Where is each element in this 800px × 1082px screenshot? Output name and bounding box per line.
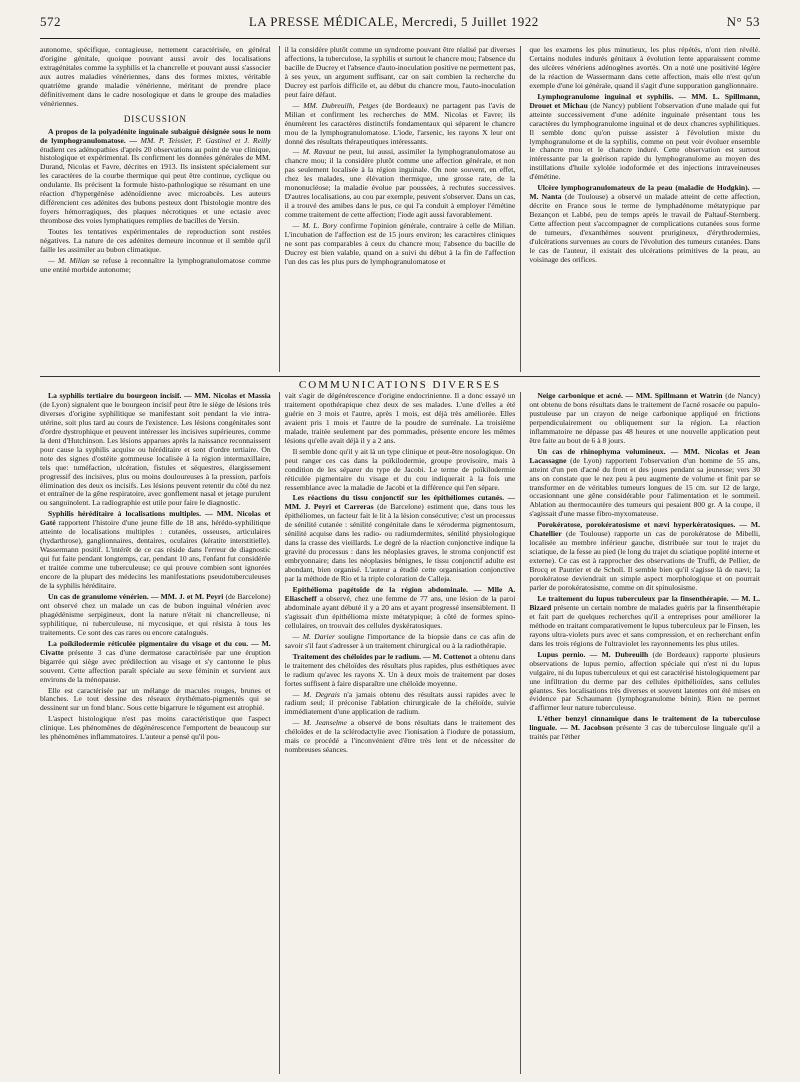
- discussion-heading: DISCUSSION: [123, 113, 187, 124]
- bottom-column-2: [285, 392, 516, 1074]
- paragraph: il la considère plutôt comme un syndrome pouvant être réalisé par diverses affections, la tuberculose, la syphilis et surtout le chancre mou; l'absence du bacille de Ducrey et l'absence d'auto-inoculation positive ne permettent pas, à ses yeux, un argument suffisant, car on sait combien la recherche du Ducrey est parfois difficile et, au début du chancre mou, l'auto-inoculation peut faire défaut.: [284, 46, 516, 99]
- article-title: Un cas de rhinophyma volumineux. — MM. Nicolas et Jean Lacassagne: [529, 446, 760, 465]
- paragraph: [285, 148, 516, 220]
- paragraph: [529, 93, 760, 183]
- article-title: Ulcère lymphogranulomateux de la peau (maladie de Hodgkin). — M. Nanta: [529, 183, 760, 202]
- paragraph: [285, 653, 516, 689]
- page-number: 572: [40, 14, 61, 29]
- paragraph: autonome, spécifique, contagieuse, nettement caractérisée, en général d'origine génitale, quoique pouvant aussi avoir des localisations extragénitales comme la syphilis et la chancrelle et pouvant aussi s'associer aux autres maladies vénériennes, dans des formes mixtes, véritable quatrième grande maladie vénérienne, méritant de prendre place définitivement dans le cadre nosologique et dans le groupe des maladies vénériennes.: [40, 46, 271, 108]
- top-column-1: [40, 46, 271, 372]
- paragraph: [529, 448, 760, 520]
- article-text: (de Lyon) signalent que le bourgeon incisif peut être le siège de lésions très diverses d'origine syphilitique se manifestant soit pendant la vie intra-utérine, soit plus tard au cours de l'existence. Les lésions congénitales sont d'ordre dystrophique et peuvent intéresser les incisives supérieures, comme la dent d'Hutchinson. Les lésions apparues après la naissance reconnaissent pour cause la syphilis acquise ou héréditaire et sont d'ordre tertiaire. On note des signes d'ostéite gommeuse localisée à la région intermaxillaire, tels que: tuméfaction, ulcération, fistules et séquestres, élargissement progressif des incisives, plus ou moins douloureuses à la pression, parfois élimination des deux os incisifs. Les lésions peuvent retentir du côté du nez et entraîner de la gêne respiratoire, avec gonflement nasal et jetage purulent ou sanguinolent. La radiographie est utile pour faire le diagnostic.: [40, 399, 271, 508]
- paragraph: [285, 691, 516, 718]
- top-column-3: [529, 46, 760, 372]
- article-text: présente 3 cas de tuberculose linguale qu'il a traités par l'éther: [529, 723, 760, 742]
- discussion-section: [40, 46, 760, 372]
- paragraph: Il semble donc qu'il y ait là un type clinique et peut-être nosologique. On peut ranger ces cas dans la poïkilodermie, groupe provisoire, mais à condition de les séparer du type de Jacobi. Le terme de poïkilodermie réticulée pigmentaire du visage et du cou indiquerait à la fois une ressemblance avec la maladie de Jacobi et la différence qui l'en sépare.: [284, 446, 516, 492]
- article-text: étudient ces adénopathies d'après 20 observations au point de vue clinique, histologique et expérimental. Ils confirment les données générales de MM. Durand, Nicolas et Favre, décrites en 1913. Ils insistent spécialement sur les caractères de la courbe thermique qui peut être continue, cyclique ou ondulante. Ils précisent la formule histo-pathologique se résumant en une réaction d'hypergénèse adénoïdienne avec microabcès. Les auteurs différencient ces adénites des bubons pesteux dont l'histologie montre des foyers hémorragiques, des plaques nécrotiques et une ectasie avec thrombose des voies lymphatiques remplies de bacilles de Yersin.: [40, 144, 271, 226]
- article-text: se refuse à reconnaître la lymphogranulomatose comme une entité morbide autonome;: [40, 255, 271, 274]
- article-text: (de Lyon) rapportent l'observation d'un homme de 55 ans, atteint d'un pen d'acné du front et des joues pendant sa jeunesse; vers 30 ans on constate que le nez peu à peu augmente de volume et finit par se transformer en de véritables tumeurs longues de 15 cm. sur 12 de large, occasionnant une gêne considérable pour l'alimentation et le sommeil. Ablation au thermocautère des tumeurs qui pesaient 800 gr. A la coupe, il s'agissait d'une masse fibro-myxomateuse.: [529, 455, 760, 519]
- paragraph: [285, 633, 516, 651]
- article-text: a observé de bons résultats dans le traitement des chéloïdes et de la sclérodactylie avec l'ionisation à l'iodure de potassium, mais ce procédé a l'inconvénient d'être très lent et de nécessiter de nombreuses séances.: [284, 718, 516, 755]
- paragraph: [285, 222, 516, 267]
- paragraph: [40, 257, 271, 275]
- bottom-column-1: [40, 392, 271, 1074]
- paragraph: [40, 640, 271, 685]
- column-divider: [279, 392, 280, 1074]
- article-authors: — M. L. Bory: [292, 221, 337, 231]
- article-title: Les réactions du tissu conjonctif sur les épithéliomes cutanés. — MM. J. Peyri et Carreras: [284, 493, 516, 512]
- article-text: souligne l'importance de la biopsie dans ce cas afin de savoir s'il faut s'adresser à un traitement chirurgical ou à la radiothérapie.: [284, 631, 516, 650]
- article-title: Neige carbonique et acné. — MM. Spillmann et Watrin: [537, 392, 723, 400]
- paragraph: Toutes les tentatives expérimentales de reproduction sont restées négatives. La nature de ces adénites demeure inconnue et il semble qu'il faille les assimiler au bubon climatique.: [40, 227, 271, 255]
- section-title: COMMUNICATIONS DIVERSES: [298, 379, 502, 391]
- article-text: a observé, chez une femme de 77 ans, une lésion de la paroi abdominale ayant débuté il y a 20 ans et ayant progressé insensiblement. Il s'agissait d'un épithélioma mixte métatypique; à côté de formes spino-cellulaires, on trouvait des cellules dyskératosiques.: [284, 593, 516, 630]
- top-column-2: [285, 46, 516, 372]
- paragraph: [40, 128, 271, 226]
- article-text: (de Nancy) publient l'observation d'une malade qui fut atteinte successivement d'une adénite inguinale présentant tous les caractères du lymphogranulome inguinal et de deux chancres syphilitiques. Il semble donc qu'on puisse assister à l'évolution mixte du lymphogranulome et de la syphilis, comme on peut voir évoluer ensemble le chancre mou et le chancre induré. Cette observation est surtout intéressante par la guérison rapide du lymphogranulome au moyen des instillations d'huile xylolée iodoformée et des injections intraveineuses d'émétine.: [529, 100, 760, 182]
- paragraph: vait s'agir de dégénérescence d'origine endocrinienne. Il a donc essayé un traitement opothérapique chez deux de ses malades. L'une d'elles a été guérie en 3 mois et l'autre, après 1 mois, est déjà très améliorée. Elles avaient pris 1 mois et l'autre de la poudre de surrénale. La troisième malade, traitée seulement par des pommades, présente encore les mêmes lésions qu'elle avait déjà il y a 2 ans.: [284, 392, 516, 445]
- article-title: Epithélioma pagétoïde de la région abdominale. — Mlle A. Eliascheff: [284, 585, 516, 603]
- paragraph: [529, 595, 760, 649]
- paragraph: [40, 510, 271, 591]
- article-title: Syphilis héréditaire à localisations multiples. — MM. Nicolas et Gaté: [40, 509, 271, 528]
- article-authors: — M. Milian: [48, 255, 90, 265]
- article-authors: MM. P. Teissier, P. Gastinel et J. Reilly: [140, 135, 271, 145]
- article-title: La poïkilodermie réticulée pigmentaire du visage et du cou. — M. Civatte: [40, 638, 271, 657]
- journal-title: LA PRESSE MÉDICALE, Mercredi, 5 Juillet 1922: [248, 14, 539, 29]
- paragraph: L'aspect histologique n'est pas moins caractéristique que l'aspect clinique. Les phénomènes de dégénérescence l'emportent de beaucoup sur les phénomènes inflammatoires. L'auteur a pensé qu'il pou-: [40, 714, 271, 742]
- page-header: [40, 14, 760, 36]
- article-text: ne peut, lui aussi, assimiler la lymphogranulomatose au chancre mou; il la considère plutôt comme une affection générale, et non pas seulement localisée à la région inguinale. On note souvent, en effet, chez les malades, une élévation thermique, une grosse rate, de la mononucléose; la maladie évolue par poussées, à rechutes successives. D'autres localisations, au cou par exemple, peuvent s'observer. Dans un cas, il a trouvé des amibes dans le pus, ce qui l'a conduit à employer l'émétine comme traitement de cette affection; l'iode agit aussi favorablement.: [284, 147, 516, 220]
- article-text: présente un certain nombre de malades guéris par la finsenthérapie et fait part de quelques recherches qu'il a entreprises pour améliorer la méthode en traitant comparativement le lupus tuberculeux par le Finsen, les rayons ultra-violets purs avec et sans compression, et en recherchant enfin dans les trois régions de l'ultraviolet les rayonnements les plus utiles.: [529, 602, 760, 648]
- header-rule: [40, 38, 760, 39]
- article-title: Lupus pernio. — M. Dubreuilh: [537, 649, 649, 659]
- article-title: Porokératose, porokératosisme et nævi hyperkératosiques. — M. Chatellier: [529, 520, 760, 539]
- column-divider: [520, 392, 521, 1074]
- issue-number: N° 53: [726, 14, 760, 29]
- article-authors: — M. Jeanselme: [292, 718, 347, 728]
- article-text: rapportent l'histoire d'une jeune fille de 18 ans, hérédo-syphilitique atteinte de localisations multiples : cutanées, osseuses, articulaires (hydarthrose), ganglionnaires, dentaires, oculaires (kératite interstitielle). Wassermann positif. L'intérêt de ce cas réside dans l'erreur de diagnostic qui fut faite pendant longtemps, car, pendant 10 ans, l'enfant fut considérée et traitée comme une tuberculeuse; ce qui prouve combien sont ignorées encore de la plupart des médecins les manifestations pseudotuberculeuses de la syphilis héréditaire.: [40, 518, 271, 591]
- article-title: La syphilis tertiaire du bourgeon incisif. — MM. Nicolas et Massia: [48, 392, 271, 400]
- paragraph: [285, 102, 516, 147]
- article-text: (de Toulouse) a observé un malade atteint de cette affection, décrite en France sous le terme de lymphadénome métatypique par Bezançon et Labbé, peu de temps après le travail de Paltauf-Sternberg. Cette affection peut s'accompagner de complications cutanées sous forme de tumeurs, d'exanthèmes souvent prurigineux, d'érythrodermies, d'ulcérations survenues au cours de l'évolution des tumeurs cutanées. Dans le cas de l'auteur, il existait des ulcérations primitives de la peau, au voisinage des orifices.: [529, 192, 760, 264]
- paragraph: [285, 494, 516, 584]
- paragraph: [529, 521, 760, 593]
- article-authors: — M. Degrais: [292, 689, 340, 699]
- article-title: L'éther benzyl cinnamique dans le traitement de la tuberculose linguale. — M. Jacobson: [529, 714, 760, 733]
- paragraph: [40, 593, 271, 638]
- column-divider: [279, 46, 280, 372]
- article-text: (de Bordeaux) ne partagent pas l'avis de Milian et confirment les recherches de MM. Nicolas et Favre; ils énumèrent les caractères distinctifs fondamentaux qui séparent le chancre mou de la lymphogranulomatose. L'iode, l'arsenic, les rayons X leur ont donné des résultats thérapeutiques intéressants.: [284, 100, 516, 146]
- article-text: confirme l'opinion générale, contraire à celle de Milian. L'incubation de l'affection est de 15 jours environ; les caractères cliniques ne sont pas comparables à ceux du chancre mou; l'absence du bacille de Ducrey est bien valable, quand on a suivi du début à la fin de l'affection l'un des cas les plus purs de lymphogranulomatose et: [284, 221, 516, 266]
- article-text: (de Toulouse) rapporte un cas de porokératose de Mibelli, localisée au membre inférieur gauche, distribuée sur tout le trajet du sciatique, de la fesse au pied (le long du trajet du sciatique poplité interne et externe). Ce cas est à rapprocher des observations de Truffi, de Pellier, de Brocq et Pautrier et de Scholl. Il semble bien qu'il s'agisse là de nævi; la porokératose deviendrait un simple aspect morphologique et on pourrait parler de porokératosisme, comme on dit spinulosisme.: [529, 529, 760, 593]
- article-title: Un cas de granulome vénérien. — MM. J. et M. Peyri: [48, 591, 224, 601]
- section-rule: [40, 376, 760, 377]
- article-authors: — M. Darier: [292, 631, 335, 641]
- bottom-column-3: [529, 392, 760, 1074]
- paragraph: [529, 392, 760, 446]
- paragraph: Elle est caractérisée par un mélange de macules rouges, brunes et blanches. Le tout dessine des réseaux érythémato-pigmentés qui se dessinent sur un fond blanc. Sous cette bigarrure le tégument est atrophié.: [40, 685, 271, 713]
- article-authors: — M. Ravaut: [292, 147, 336, 157]
- paragraph: [285, 586, 516, 631]
- article-authors: — MM. Dubreuilh, Petges: [292, 100, 379, 110]
- article-text: n'a jamais obtenu des résultats aussi rapides avec le radium seul; il préconise l'ablation chirurgicale de la chéloïde, suivie immédiatement d'une application de radium.: [284, 689, 516, 717]
- article-text: (de Nancy) ont obtenu de bons résultats dans le traitement de l'acné rosacée ou papulo-pustuleuse par un crayon de neige carbonique appliqué en frictions perpendiculairement ou obliquement sur la région. La réaction inflammatoire ne dépasse pas 48 heures et une nouvelle application peut être faite au bout de 6 à 8 jours.: [529, 392, 760, 445]
- article-title: Traitement des chéloïdes par le radium. — M. Cottenot: [292, 651, 472, 661]
- article-title: Lymphogranulome inguinal et syphilis. — MM. L. Spillmann, Drouet et Michau: [529, 91, 760, 110]
- article-text: (de Bordeaux) rapporte plusieurs observations de lupus pernio, affection spéciale qui n'est ni du lupus vulgaire, ni du lupus tuberculeux et qui est caractérisé histologiquement par une infiltration du derme par des cellules épithélioïdes, sans cellules géantes. Ses localisations très diverses et souvent latentes ont été mises en évidence par Schaumann (lymphogranulome bénin). Rien ne permet d'affirmer leur nature tuberculeuse.: [529, 649, 760, 713]
- article-title: Le traitement du lupus tuberculeux par la finsenthérapie. — M. L. Bizard: [529, 593, 760, 612]
- article-text: a obtenu dans le traitement des chéloïdes des résultats plus rapides, plus esthétiques avec le radium qu'avec les rayons X. Un à deux mois de traitement par doses fortes suffisent à faire disparaître une chéloïde moyenne.: [284, 651, 516, 688]
- paragraph: [529, 715, 760, 742]
- paragraph: [40, 392, 271, 508]
- communications-section: [40, 392, 760, 1074]
- paragraph: que les examens les plus minutieux, les plus répétés, n'ont rien révélé. Certains nodules indurés génitaux à évolution lente apparaissent comme des ulcères vénériens adénogènes avortés. On a noté une positivité légère de la réaction de Wassermann dans cette affection, mais elle n'est qu'un exemple d'une loi générale, quand il s'agit d'une suppuration ganglionnaire.: [529, 46, 760, 90]
- article-text: (de Barcelone) ont observé chez un malade un cas de bubon inguinal vénérien avec phagédénisme serpigineux, dont la nature n'était ni chancrelleuse, ni syphilitique, ni tuberculeuse, ni mycosique, et qui résista à tous les traitements. Ce sont des cas rares ou encore catalogués.: [40, 591, 271, 637]
- article-text: présente 3 cas d'une dermatose caractérisée par une éruption bigarrée qui siège avec prédilection au visage et s'y cantonne le plus souvent. Cette affection paraît spéciale au sexe féminin et survient aux environs de la ménopause.: [40, 647, 271, 684]
- article-title: A propos de la polyadénite inguinale subaiguë désignée sous le nom de lymphogranulomatose. —: [40, 126, 271, 145]
- paragraph: [529, 184, 760, 265]
- paragraph: [529, 651, 760, 714]
- article-text: (de Barcelone) estiment que, dans tous les épithéliomes, un facteur fait le lit à la lésion consécutive; c'est un processus de sénilité cutanée : sénilité congénitale dans le xéroderma pigmentosum, sénilité acquise dans les radio- ou radiumdermites, sénilité physiologique dans la crasse des vieillards. Le degré de la réaction conjonctive indique la gravité du processus : dans les néoplasies graves, le stroma conjonctif est embryonnaire; dans les néoplasies bénignes, le tissu conjonctif adulte est abondant, bien organisé. L'auteur a étudié cette organisation conjonctive par la méthode de Rio et la triple coloration de Calleja.: [284, 502, 516, 584]
- paragraph: [285, 719, 516, 755]
- column-divider: [520, 46, 521, 372]
